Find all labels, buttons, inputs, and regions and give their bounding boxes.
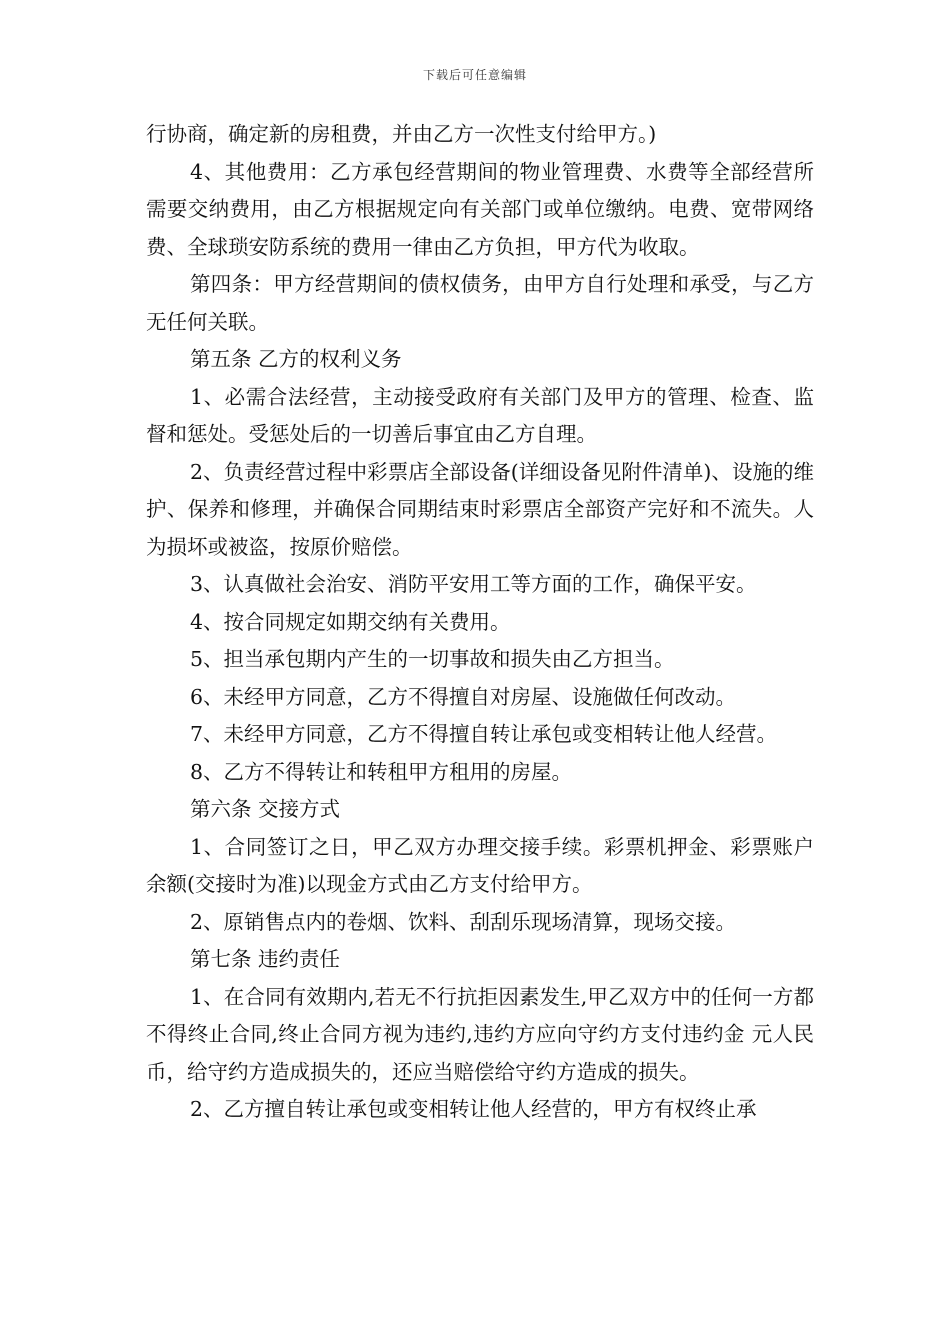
paragraph: 第七条 违约责任 bbox=[190, 947, 341, 971]
page-header: 下载后可任意编辑 bbox=[422, 68, 527, 82]
paragraph: 2、负责经营过程中彩票店全部设备(详细设备见附件清单)、设施的维护、保养和修理，并确保合同期结束时彩票店全部资产完好和不流失。人为损坏或被盗，按原价赔偿。 bbox=[146, 459, 814, 559]
paragraph: 4、其他费用：乙方承包经营期间的物业管理费、水费等全部经营所需要交纳费用，由乙方根据规定向有关部门或单位缴纳。电费、宽带网络费、全球琐安防系统的费用一律由乙方负担，甲方代为收取。 bbox=[146, 159, 814, 259]
paragraph: 2、乙方擅自转让承包或变相转让他人经营的，甲方有权终止承 bbox=[190, 1097, 757, 1121]
paragraph: 第五条 乙方的权利义务 bbox=[190, 347, 402, 371]
paragraph: 7、未经甲方同意，乙方不得擅自转让承包或变相转让他人经营。 bbox=[190, 722, 778, 746]
paragraph: 4、按合同规定如期交纳有关费用。 bbox=[190, 609, 511, 634]
paragraph: 行协商，确定新的房租费，并由乙方一次性支付给甲方。) bbox=[146, 122, 657, 146]
paragraph: 2、原销售点内的卷烟、饮料、刮刮乐现场清算，现场交接。 bbox=[190, 909, 737, 934]
paragraph: 6、未经甲方同意，乙方不得擅自对房屋、设施做任何改动。 bbox=[190, 684, 737, 709]
paragraph: 5、担当承包期内产生的一切事故和损失由乙方担当。 bbox=[190, 647, 675, 671]
paragraph: 第六条 交接方式 bbox=[190, 797, 341, 821]
paragraph: 1、必需合法经营，主动接受政府有关部门及甲方的管理、检查、监督和惩处。受惩处后的一切善后事宜由乙方自理。 bbox=[146, 384, 814, 446]
paragraph: 第四条：甲方经营期间的债权债务，由甲方自行处理和承受，与乙方无任何关联。 bbox=[146, 272, 814, 334]
paragraph: 8、乙方不得转让和转租甲方租用的房屋。 bbox=[190, 759, 573, 784]
paragraph: 1、合同签订之日，甲乙双方办理交接手续。彩票机押金、彩票账户余额(交接时为准)以现金方式由乙方支付给甲方。 bbox=[146, 834, 814, 896]
document-body bbox=[146, 116, 814, 1129]
paragraph: 3、认真做社会治安、消防平安用工等方面的工作，确保平安。 bbox=[190, 572, 757, 596]
paragraph: 1、在合同有效期内,若无不行抗拒因素发生,甲乙双方中的任何一方都不得终止合同,终止合同方视为违约,违约方应向守约方支付违约金 元人民币，给守约方造成损失的，还应当赔偿给守约方造成的损失。 bbox=[146, 984, 814, 1084]
